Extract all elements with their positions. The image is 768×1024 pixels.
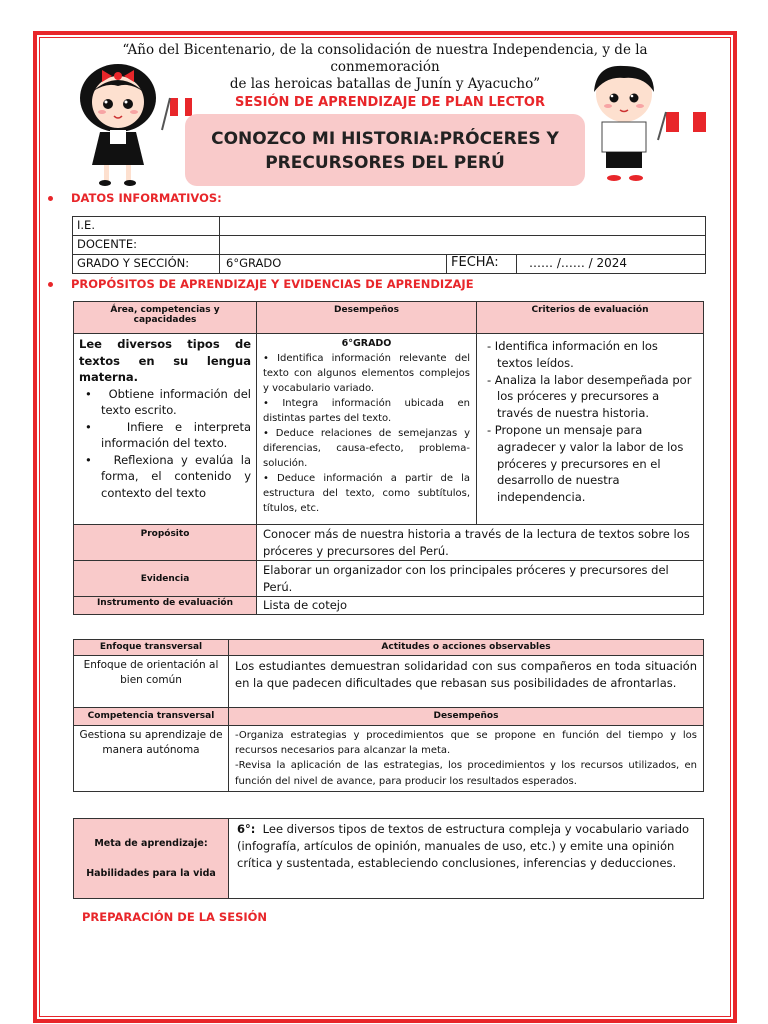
proposito-label: Propósito [74, 525, 257, 561]
enfoque-text: Los estudiantes demuestran solidaridad con sus compañeros en toda situación en la que padecen dificultades que rebasan sus posibilidades de afrontarlas. [229, 656, 704, 708]
evidencia-text: Elaborar un organizador con los principales próceres y precursores del Perú. [257, 561, 704, 597]
ie-value [220, 217, 706, 236]
col-header-desempenos: Desempeños [257, 302, 477, 334]
list-item: • Identifica información relevante del texto con algunos elementos complejos y vocabulario variado. [263, 353, 470, 394]
grado-label: 6°GRADO [341, 338, 392, 349]
list-item: • Deduce relaciones de semejanzas y diferencias, causa-efecto, problema-solución. [263, 428, 470, 469]
fecha-value: …… /…… / 2024 [517, 255, 706, 274]
propositos-heading: PROPÓSITOS DE APRENDIZAJE Y EVIDENCIAS DE APRENDIZAJE [48, 277, 474, 291]
main-title: CONOZCO MI HISTORIA:PRÓCERES Y PRECURSORES DEL PERÚ [185, 114, 585, 186]
competencias-table [73, 301, 704, 615]
meta-label: Meta de aprendizaje: [94, 837, 208, 849]
competencia-name: Gestiona su aprendizaje de manera autónoma [74, 726, 229, 792]
criterios-cell [477, 334, 704, 525]
preparacion-heading: PREPARACIÓN DE LA SESIÓN [82, 910, 268, 924]
girl-with-flag-illustration [70, 60, 195, 190]
datos-heading: DATOS INFORMATIVOS: [48, 191, 222, 205]
bullet-icon [48, 282, 53, 287]
meta-labels [74, 819, 229, 899]
col-header-actitudes: Actitudes o acciones observables [229, 640, 704, 656]
competencia-cell [74, 334, 257, 525]
col-header-enfoque: Enfoque transversal [74, 640, 229, 656]
enfoque-name: Enfoque de orientación al bien común [74, 656, 229, 708]
docente-label: DOCENTE: [73, 236, 220, 255]
enfoque-table [73, 639, 704, 792]
list-item: • Integra información ubicada en distintas partes del texto. [263, 398, 470, 424]
list-item: • Reflexiona y evalúa la forma, el contenido y contexto del texto [85, 452, 252, 500]
grado-value: 6°GRADO [220, 255, 447, 274]
list-item: • Infiere e interpreta información del texto. [85, 419, 252, 450]
list-item: - Identifica información en los textos leídos. [487, 339, 658, 370]
list-item: • Obtiene información del texto escrito. [85, 386, 251, 417]
list-item: -Revisa la aplicación de las estrategias, los procedimientos y los recursos utilizados, en función del nivel de avance, para producir los resultados esperados. [235, 760, 697, 787]
col-header-area: Área, competencias y capacidades [74, 302, 257, 334]
ie-label: I.E. [73, 217, 220, 236]
capacidades-list [79, 386, 251, 502]
session-title: SESIÓN DE APRENDIZAJE DE PLAN LECTOR [235, 95, 545, 110]
boy-with-flag-illustration [578, 62, 708, 182]
list-item: • Deduce información a partir de la estructura del texto, como subtítulos, títulos, etc. [263, 473, 470, 514]
list-item: -Organiza estrategias y procedimientos que se propone en función del tiempo y los recursos necesarios para alcanzar la meta. [235, 730, 697, 757]
habilidades-label: Habilidades para la vida [86, 867, 216, 879]
list-item: - Analiza la labor desempeñada por los próceres y precursores a través de nuestra historia. [487, 372, 692, 421]
instrumento-text: Lista de cotejo [257, 597, 704, 615]
bullet-icon [48, 196, 53, 201]
fecha-label: FECHA: [447, 255, 517, 274]
list-item: - Propone un mensaje para agradecer y valor la labor de los próceres y precursores en el desarrollo de nuestra independencia. [487, 422, 684, 505]
meta-text-cell [229, 819, 704, 899]
col-header-desempenos-2: Desempeños [229, 708, 704, 726]
evidencia-label: Evidencia [74, 561, 257, 597]
instrumento-label: Instrumento de evaluación [74, 597, 257, 615]
desempenos-cell [257, 334, 477, 525]
col-header-competencia: Competencia transversal [74, 708, 229, 726]
grado-label: GRADO Y SECCIÓN: [73, 255, 220, 274]
motto: “Año del Bicentenario, de la consolidación de nuestra Independencia, y de la conmemoración de las heroicas batallas de Junín y Ayacucho” [122, 42, 648, 92]
info-table [72, 216, 706, 274]
competencia-desempenos [229, 726, 704, 792]
proposito-text: Conocer más de nuestra historia a través de la lectura de textos sobre los próceres y precursores del Perú. [257, 525, 704, 561]
col-header-criterios: Criterios de evaluación [477, 302, 704, 334]
meta-table [73, 818, 704, 899]
meta-grade: 6°: [237, 822, 256, 836]
meta-text: Lee diversos tipos de textos de estructura compleja y vocabulario variado (infografía, artículos de opinión, manuales de uso, etc.) y emite una opinión crítica y sustentada, estableciendo conclusiones, inferencias y deducciones. [237, 822, 690, 870]
competencia-text: Lee diversos tipos de textos en su lengua materna. [79, 337, 251, 384]
docente-value [220, 236, 706, 255]
